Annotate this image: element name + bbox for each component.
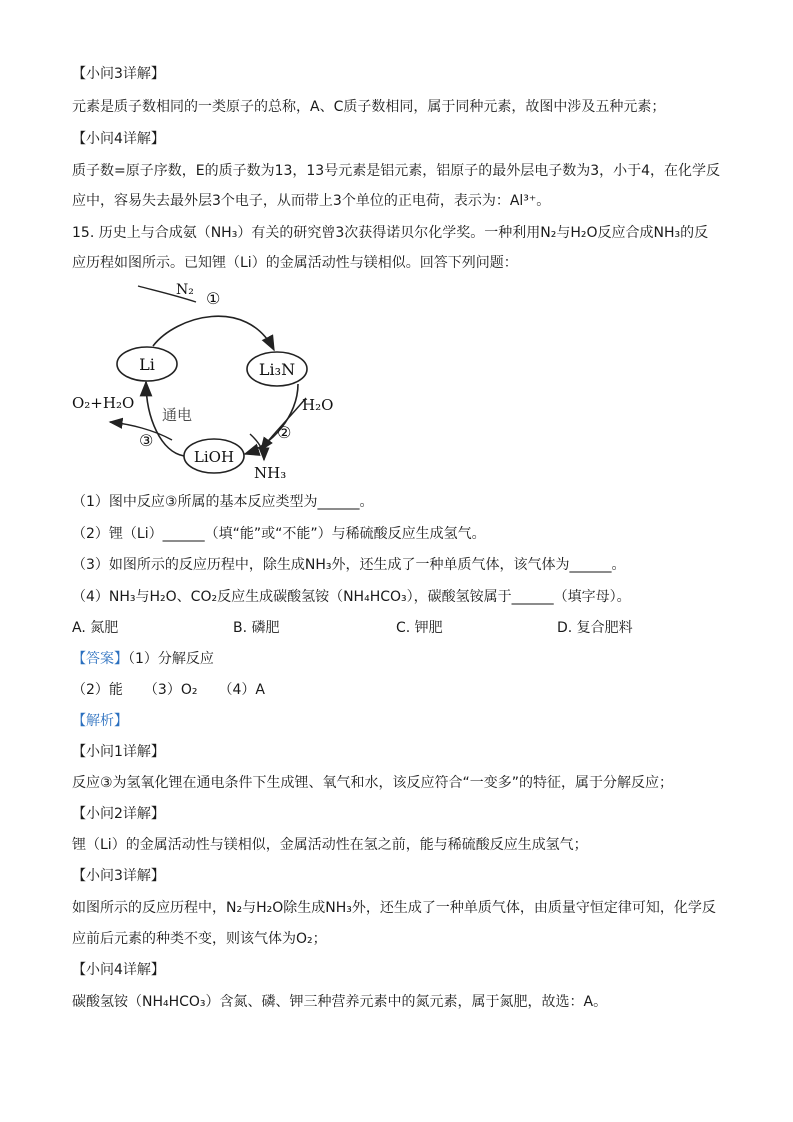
q3-header: 【小问3详解】 [72, 66, 165, 82]
option-d: D. 复合肥料 [557, 620, 633, 636]
a4-text: 碳酸氢铵（NH₄HCO₃）含氮、磷、钾三种营养元素中的氮元素，属于氮肥，故选：A。 [72, 994, 608, 1010]
subquestion-2: （2）锂（Li）______（填“能”或“不能”）与稀硫酸反应生成氢气。 [72, 526, 486, 542]
answer-line [72, 649, 214, 669]
subquestion-4: （4）NH₃与H₂O、CO₂反应生成碳酸氢铵（NH₄HCO₃），碳酸氢铵属于______（填字母）。 [72, 589, 631, 605]
a1-text: 反应③为氢氧化锂在通电条件下生成锂、氧气和水，该反应符合“一变多”的特征，属于分解反应； [72, 775, 674, 791]
q4-text-line2: 应中，容易失去最外层3个电子，从而带上3个单位的正电荷，表示为：Al³⁺。 [72, 193, 551, 209]
answer-tag: 【答案】 [72, 651, 128, 667]
nh3-output-arrow [250, 434, 264, 460]
q4-text-line1: 质子数=原子序数，E的质子数为13，13号元素是铝元素，铝原子的最外层电子数为3，小于4，在化学反 [72, 163, 721, 179]
label-electrolysis: 通电 [162, 406, 193, 424]
step-1-marker: ① [206, 289, 221, 308]
arc-li-to-li3n [153, 316, 274, 350]
a3-text-line2: 应前后元素的种类不变，则该气体为O₂； [72, 931, 327, 947]
node-li-label: Li [139, 355, 155, 374]
option-a: A. 氮肥 [72, 620, 119, 636]
subquestion-3: （3）如图所示的反应历程中，除生成NH₃外，还生成了一种单质气体，该气体为______。 [72, 557, 626, 573]
a2-header: 【小问2详解】 [72, 806, 165, 822]
step-3-marker: ③ [139, 431, 154, 450]
node-lioh-label: LiOH [193, 448, 235, 466]
q4-header: 【小问4详解】 [72, 131, 165, 147]
label-o2-h2o: O₂+H₂O [72, 394, 135, 412]
option-b: B. 磷肥 [233, 620, 280, 636]
q3-text: 元素是质子数相同的一类原子的总称，A、C质子数相同，属于同种元素，故图中涉及五种元素； [72, 99, 666, 115]
answer-2-4: （2）能 （3）O₂ （4）A [72, 682, 265, 698]
a3-text-line1: 如图所示的反应历程中，N₂与H₂O除生成NH₃外，还生成了一种单质气体，由质量守恒定律可知，化学反 [72, 900, 716, 916]
subquestion-1: （1）图中反应③所属的基本反应类型为______。 [72, 494, 374, 510]
answer-1: （1）分解反应 [128, 651, 214, 667]
option-c: C. 钾肥 [396, 620, 443, 636]
reaction-cycle-diagram [66, 276, 356, 488]
node-li3n-label: Li₃N [258, 360, 296, 379]
a1-header: 【小问1详解】 [72, 744, 165, 760]
label-n2: N₂ [176, 282, 194, 298]
a3-header: 【小问3详解】 [72, 868, 165, 884]
step-2-marker: ② [277, 423, 292, 442]
a4-header: 【小问4详解】 [72, 962, 165, 978]
arc-li3n-to-lioh [245, 384, 298, 454]
label-h2o: H₂O [302, 396, 334, 414]
label-nh3: NH₃ [254, 464, 287, 482]
a2-text: 锂（Li）的金属活动性与镁相似，金属活动性在氢之前，能与稀硫酸反应生成氢气； [72, 837, 588, 853]
problem15-stem-line1: 15. 历史上与合成氨（NH₃）有关的研究曾3次获得诺贝尔化学奖。一种利用N₂与H₂O反应合成NH₃的反 [72, 225, 709, 241]
analysis-tag: 【解析】 [72, 713, 128, 729]
problem15-stem-line2: 应历程如图所示。已知锂（Li）的金属活动性与镁相似。回答下列问题： [72, 255, 518, 271]
